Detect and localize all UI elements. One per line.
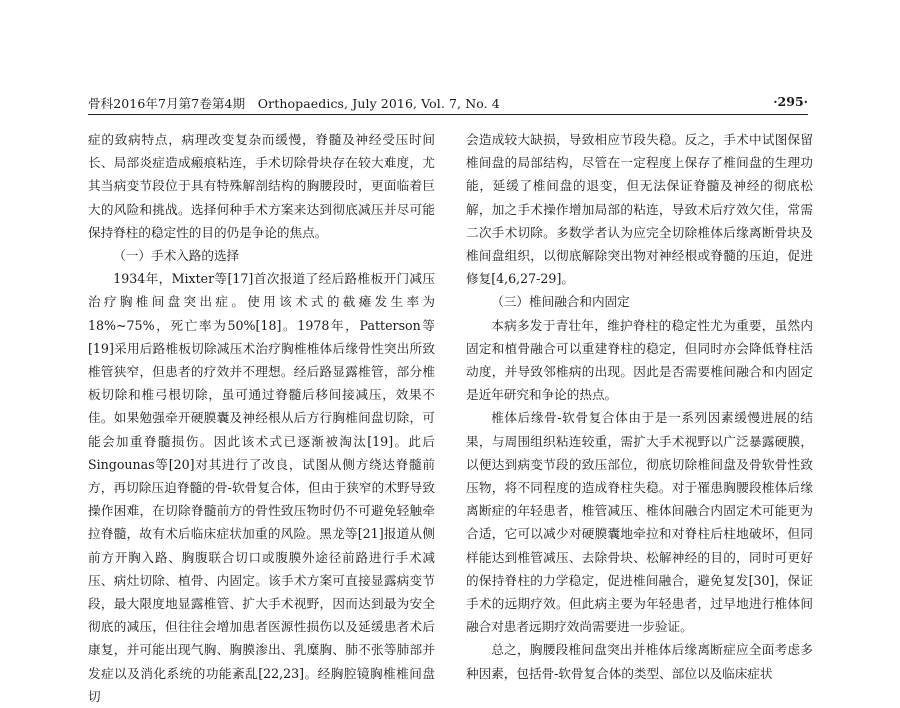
right-paragraph-2: 本病多发于青壮年，维护脊柱的稳定性尤为重要，虽然内固定和植骨融合可以重建脊柱的稳定，但同时亦会降低脊柱活动度，并导致邻椎病的出现。因此是否需要椎间融合和内固定是近年研究和争论的热点。	[466, 317, 813, 403]
running-header	[88, 94, 808, 115]
right-column	[466, 128, 813, 681]
section-heading-fusion-fixation: （三）椎间融合和内固定	[491, 294, 630, 310]
journal-citation: 骨科2016年7月第7卷第4期 Orthopaedics, July 2016, Vol. 7, No. 4	[88, 96, 500, 111]
right-paragraph-1: 会造成较大缺损，导致相应节段失稳。反之，手术中试图保留椎间盘的局部结构，尽管在一定程度上保存了椎间盘的生理功能，延缓了椎间盘的退变，但无法保证脊髓及神经的彻底松解，加之手术操作增加局部的粘连，导致术后疗效欠佳，常需二次手术切除。多数学者认为应完全切除椎体后缘离断骨块及椎间盘组织，以彻底解除突出物对神经根或脊髓的压迫，促进修复[4,6,27-29]。	[466, 132, 813, 287]
left-paragraph-2: 1934年，Mixter等[17]首次报道了经后路椎板开门减压治疗胸椎间盘突出症。使用该术式的截瘫发生率为18%~75%，死亡率为50%[18]。1978年，Patterson等[19]采用后路椎板切除减压术治疗胸椎椎体后缘骨性突出所致椎管狭窄，但患者的疗效并不理想。经后路显露椎管，部分椎板切除和椎弓根切除，虽可通过脊髓后移间接减压，效果不佳。如果勉强牵开硬膜囊及神经根从后方行胸椎间盘切除，可能会加重脊髓损伤。因此该术式已逐渐被淘汰[19]。此后Singounas等[20]对其进行了改良，试图从侧方绕达脊髓前方，再切除压迫脊髓的骨-软骨复合体，但由于狭窄的术野导致操作困难，在切除脊髓前方的骨性致压物时仍不可避免轻触牵拉脊髓，故有术后临床症状加重的风险。黑龙等[21]报道从侧前方开胸入路、胸腹联合切口或腹膜外途径前路进行手术减压、病灶切除、植骨、内固定。该手术方案可直接显露病变节段，最大限度地显露椎管、扩大手术视野，因而达到最为安全彻底的减压，但往往会增加患者医源性损伤以及延缓患者术后康复，并可能出现气胸、胸膜渗出、乳糜胸、肺不张等肺部并发症以及消化系统的功能紊乱[22,23]。经胸腔镜胸椎椎间盘切	[88, 271, 435, 704]
page-number: ·295·	[773, 94, 808, 109]
left-column	[88, 128, 435, 704]
left-paragraph-1: 症的致病特点，病理改变复杂而缓慢，脊髓及神经受压时间长、局部炎症造成瘢痕粘连，手术切除骨块存在较大难度，尤其当病变节段位于具有特殊解剖结构的胸腰段时，更面临着巨大的风险和挑战。选择何种手术方案来达到彻底减压并尽可能保持脊柱的稳定性的目的仍是争论的焦点。	[88, 132, 435, 240]
right-paragraph-4: 总之，胸腰段椎间盘突出并椎体后缘离断症应全面考虑多种因素，包括骨-软骨复合体的类型、部位以及临床症状	[466, 642, 813, 681]
right-paragraph-3: 椎体后缘骨-软骨复合体由于是一系列因素缓慢进展的结果，与周围组织粘连较重，需扩大手术视野以广泛暴露硬膜，以便达到病变节段的致压部位，彻底切除椎间盘及骨软骨性致压物，将不同程度的造成脊柱失稳。对于罹患胸腰段椎体后缘离断症的年轻患者，椎管减压、椎体间融合内固定术可能更为合适，它可以减少对硬膜囊地牵拉和对脊柱后柱地破坏，但同样能达到椎管减压、去除骨块、松解神经的目的，同时可更好的保持脊柱的力学稳定，促进椎间融合，避免复发[30]，保证手术的远期疗效。但此病主要为年轻患者，过早地进行椎体间融合对患者远期疗效尚需要进一步验证。	[466, 410, 813, 635]
section-heading-surgical-approach: （一）手术入路的选择	[113, 248, 240, 264]
